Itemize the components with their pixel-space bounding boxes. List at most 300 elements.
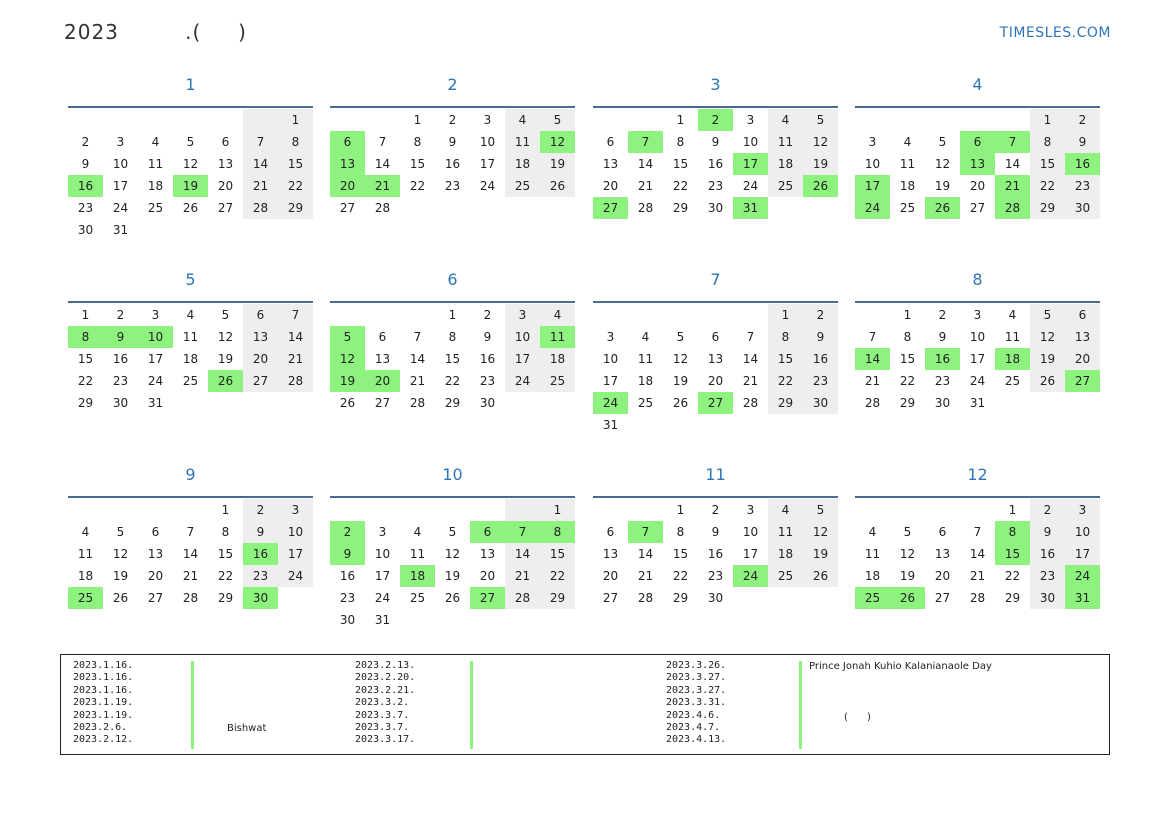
day-cell[interactable]: 22: [77, 374, 94, 388]
day-cell[interactable]: 3: [505, 304, 540, 326]
day-cell[interactable]: 25: [540, 370, 575, 392]
day-cell[interactable]: 31: [1065, 587, 1100, 609]
day-cell[interactable]: 23: [803, 370, 838, 392]
day-cell[interactable]: 6: [606, 135, 615, 149]
day-cell[interactable]: 1: [221, 503, 230, 517]
day-cell[interactable]: 14: [1004, 157, 1021, 171]
day-cell[interactable]: 18: [77, 569, 94, 583]
day-cell[interactable]: 13: [602, 547, 619, 561]
day-cell[interactable]: 14: [182, 547, 199, 561]
day-cell[interactable]: 11: [77, 547, 94, 561]
day-cell[interactable]: 9: [448, 135, 457, 149]
day-cell[interactable]: 10: [1065, 521, 1100, 543]
day-cell[interactable]: 23: [339, 591, 356, 605]
day-cell[interactable]: 15: [540, 543, 575, 565]
day-cell[interactable]: 8: [768, 326, 803, 348]
day-cell[interactable]: 7: [186, 525, 195, 539]
day-cell[interactable]: 18: [182, 352, 199, 366]
day-cell[interactable]: 2: [1065, 109, 1100, 131]
day-cell[interactable]: 23: [77, 201, 94, 215]
day-cell[interactable]: 21: [637, 179, 654, 193]
day-cell[interactable]: 8: [413, 135, 422, 149]
day-cell[interactable]: 26: [540, 175, 575, 197]
day-cell[interactable]: 20: [707, 374, 724, 388]
day-cell[interactable]: 17: [1065, 543, 1100, 565]
day-cell[interactable]: 18: [540, 348, 575, 370]
day-cell[interactable]: 5: [116, 525, 125, 539]
day-cell[interactable]: 23: [1030, 565, 1065, 587]
day-cell[interactable]: 7: [746, 330, 755, 344]
day-cell[interactable]: 3: [278, 499, 313, 521]
day-cell[interactable]: 7: [973, 525, 982, 539]
day-cell[interactable]: 3: [151, 308, 160, 322]
day-cell[interactable]: 3: [606, 330, 615, 344]
day-cell[interactable]: 12: [540, 131, 575, 153]
day-cell[interactable]: 15: [278, 153, 313, 175]
day-cell[interactable]: 24: [112, 201, 129, 215]
day-cell[interactable]: 19: [803, 153, 838, 175]
day-cell[interactable]: 19: [540, 153, 575, 175]
day-cell[interactable]: 24: [278, 565, 313, 587]
day-cell[interactable]: 7: [628, 131, 663, 153]
day-cell[interactable]: 25: [147, 201, 164, 215]
day-cell[interactable]: 30: [707, 591, 724, 605]
day-cell[interactable]: 2: [938, 308, 947, 322]
day-cell[interactable]: 30: [934, 396, 951, 410]
day-cell[interactable]: 28: [505, 587, 540, 609]
day-cell[interactable]: 17: [479, 157, 496, 171]
day-cell[interactable]: 6: [606, 525, 615, 539]
day-cell[interactable]: 9: [483, 330, 492, 344]
day-cell[interactable]: 12: [672, 352, 689, 366]
day-cell[interactable]: 2: [243, 499, 278, 521]
day-cell[interactable]: 18: [899, 179, 916, 193]
day-cell[interactable]: 10: [864, 157, 881, 171]
day-cell[interactable]: 23: [112, 374, 129, 388]
day-cell[interactable]: 21: [278, 348, 313, 370]
day-cell[interactable]: 17: [733, 153, 768, 175]
day-cell[interactable]: 2: [1030, 499, 1065, 521]
day-cell[interactable]: 15: [899, 352, 916, 366]
day-cell[interactable]: 14: [742, 352, 759, 366]
day-cell[interactable]: 12: [112, 547, 129, 561]
day-cell[interactable]: 29: [672, 201, 689, 215]
day-cell[interactable]: 9: [711, 525, 720, 539]
day-cell[interactable]: 4: [903, 135, 912, 149]
day-cell[interactable]: 6: [243, 304, 278, 326]
day-cell[interactable]: 19: [803, 543, 838, 565]
day-cell[interactable]: 28: [995, 197, 1030, 219]
day-cell[interactable]: 27: [243, 370, 278, 392]
day-cell[interactable]: 5: [1030, 304, 1065, 326]
day-cell[interactable]: 12: [899, 547, 916, 561]
day-cell[interactable]: 11: [637, 352, 654, 366]
brand-link[interactable]: TIMESLES.COM: [999, 25, 1111, 41]
day-cell[interactable]: 6: [378, 330, 387, 344]
day-cell[interactable]: 28: [637, 201, 654, 215]
day-cell[interactable]: 2: [803, 304, 838, 326]
day-cell[interactable]: 26: [803, 565, 838, 587]
day-cell[interactable]: 10: [742, 525, 759, 539]
day-cell[interactable]: 20: [934, 569, 951, 583]
day-cell[interactable]: 16: [479, 352, 496, 366]
day-cell[interactable]: 2: [330, 521, 365, 543]
day-cell[interactable]: 14: [243, 153, 278, 175]
day-cell[interactable]: 17: [742, 547, 759, 561]
day-cell[interactable]: 23: [707, 179, 724, 193]
day-cell[interactable]: 26: [672, 396, 689, 410]
day-cell[interactable]: 21: [182, 569, 199, 583]
day-cell[interactable]: 1: [413, 113, 422, 127]
day-cell[interactable]: 9: [1065, 131, 1100, 153]
day-cell[interactable]: 6: [938, 525, 947, 539]
day-cell[interactable]: 5: [938, 135, 947, 149]
day-cell[interactable]: 21: [505, 565, 540, 587]
day-cell[interactable]: 1: [278, 109, 313, 131]
day-cell[interactable]: 12: [330, 348, 365, 370]
day-cell[interactable]: 3: [868, 135, 877, 149]
day-cell[interactable]: 25: [68, 587, 103, 609]
day-cell[interactable]: 25: [637, 396, 654, 410]
day-cell[interactable]: 5: [676, 330, 685, 344]
day-cell[interactable]: 6: [221, 135, 230, 149]
day-cell[interactable]: 8: [68, 326, 103, 348]
day-cell[interactable]: 18: [768, 543, 803, 565]
day-cell[interactable]: 1: [903, 308, 912, 322]
day-cell[interactable]: 10: [138, 326, 173, 348]
day-cell[interactable]: 2: [483, 308, 492, 322]
day-cell[interactable]: 13: [934, 547, 951, 561]
day-cell[interactable]: 16: [1065, 153, 1100, 175]
day-cell[interactable]: 18: [147, 179, 164, 193]
day-cell[interactable]: 8: [448, 330, 457, 344]
day-cell[interactable]: 10: [479, 135, 496, 149]
day-cell[interactable]: 12: [803, 131, 838, 153]
day-cell[interactable]: 21: [742, 374, 759, 388]
day-cell[interactable]: 19: [112, 569, 129, 583]
day-cell[interactable]: 31: [602, 418, 619, 432]
day-cell[interactable]: 9: [81, 157, 90, 171]
day-cell[interactable]: 11: [409, 547, 426, 561]
day-cell[interactable]: 9: [103, 326, 138, 348]
day-cell[interactable]: 7: [243, 131, 278, 153]
day-cell[interactable]: 3: [1065, 499, 1100, 521]
day-cell[interactable]: 27: [339, 201, 356, 215]
day-cell[interactable]: 22: [217, 569, 234, 583]
day-cell[interactable]: 24: [479, 179, 496, 193]
day-cell[interactable]: 24: [742, 179, 759, 193]
day-cell[interactable]: 5: [540, 109, 575, 131]
day-cell[interactable]: 3: [483, 113, 492, 127]
day-cell[interactable]: 19: [217, 352, 234, 366]
day-cell[interactable]: 29: [540, 587, 575, 609]
day-cell[interactable]: 21: [409, 374, 426, 388]
day-cell[interactable]: 16: [707, 157, 724, 171]
day-cell[interactable]: 17: [602, 374, 619, 388]
day-cell[interactable]: 4: [505, 109, 540, 131]
day-cell[interactable]: 7: [278, 304, 313, 326]
day-cell[interactable]: 2: [698, 109, 733, 131]
day-cell[interactable]: 24: [733, 565, 768, 587]
day-cell[interactable]: 14: [637, 157, 654, 171]
day-cell[interactable]: 3: [116, 135, 125, 149]
day-cell[interactable]: 17: [505, 348, 540, 370]
day-cell[interactable]: 1: [676, 503, 685, 517]
day-cell[interactable]: 26: [444, 591, 461, 605]
day-cell[interactable]: 22: [672, 569, 689, 583]
day-cell[interactable]: 27: [470, 587, 505, 609]
day-cell[interactable]: 1: [540, 499, 575, 521]
day-cell[interactable]: 21: [995, 175, 1030, 197]
day-cell[interactable]: 18: [995, 348, 1030, 370]
day-cell[interactable]: 25: [1004, 374, 1021, 388]
day-cell[interactable]: 6: [711, 330, 720, 344]
day-cell[interactable]: 23: [707, 569, 724, 583]
day-cell[interactable]: 30: [707, 201, 724, 215]
day-cell[interactable]: 30: [112, 396, 129, 410]
day-cell[interactable]: 30: [1030, 587, 1065, 609]
day-cell[interactable]: 13: [217, 157, 234, 171]
day-cell[interactable]: 31: [969, 396, 986, 410]
day-cell[interactable]: 20: [602, 179, 619, 193]
day-cell[interactable]: 2: [81, 135, 90, 149]
day-cell[interactable]: 25: [855, 587, 890, 609]
day-cell[interactable]: 13: [243, 326, 278, 348]
day-cell[interactable]: 6: [960, 131, 995, 153]
day-cell[interactable]: 29: [768, 392, 803, 414]
day-cell[interactable]: 10: [602, 352, 619, 366]
day-cell[interactable]: 6: [151, 525, 160, 539]
day-cell[interactable]: 24: [505, 370, 540, 392]
day-cell[interactable]: 4: [1008, 308, 1017, 322]
day-cell[interactable]: 20: [330, 175, 365, 197]
day-cell[interactable]: 13: [602, 157, 619, 171]
day-cell[interactable]: 29: [217, 591, 234, 605]
day-cell[interactable]: 20: [479, 569, 496, 583]
day-cell[interactable]: 2: [711, 503, 720, 517]
day-cell[interactable]: 8: [903, 330, 912, 344]
day-cell[interactable]: 15: [409, 157, 426, 171]
day-cell[interactable]: 19: [672, 374, 689, 388]
day-cell[interactable]: 12: [803, 521, 838, 543]
day-cell[interactable]: 5: [803, 109, 838, 131]
day-cell[interactable]: 5: [221, 308, 230, 322]
day-cell[interactable]: 17: [969, 352, 986, 366]
day-cell[interactable]: 10: [742, 135, 759, 149]
day-cell[interactable]: 5: [803, 499, 838, 521]
day-cell[interactable]: 15: [217, 547, 234, 561]
day-cell[interactable]: 26: [208, 370, 243, 392]
day-cell[interactable]: 28: [278, 370, 313, 392]
day-cell[interactable]: 30: [77, 223, 94, 237]
day-cell[interactable]: 29: [444, 396, 461, 410]
day-cell[interactable]: 21: [243, 175, 278, 197]
day-cell[interactable]: 7: [995, 131, 1030, 153]
day-cell[interactable]: 27: [217, 201, 234, 215]
day-cell[interactable]: 29: [899, 396, 916, 410]
day-cell[interactable]: 25: [768, 565, 803, 587]
day-cell[interactable]: 18: [505, 153, 540, 175]
day-cell[interactable]: 2: [448, 113, 457, 127]
day-cell[interactable]: 1: [81, 308, 90, 322]
day-cell[interactable]: 7: [505, 521, 540, 543]
day-cell[interactable]: 27: [969, 201, 986, 215]
day-cell[interactable]: 14: [637, 547, 654, 561]
day-cell[interactable]: 1: [1008, 503, 1017, 517]
day-cell[interactable]: 25: [505, 175, 540, 197]
day-cell[interactable]: 6: [330, 131, 365, 153]
day-cell[interactable]: 23: [243, 565, 278, 587]
day-cell[interactable]: 19: [173, 175, 208, 197]
day-cell[interactable]: 18: [637, 374, 654, 388]
day-cell[interactable]: 28: [374, 201, 391, 215]
day-cell[interactable]: 15: [995, 543, 1030, 565]
day-cell[interactable]: 1: [676, 113, 685, 127]
day-cell[interactable]: 21: [365, 175, 400, 197]
day-cell[interactable]: 15: [768, 348, 803, 370]
day-cell[interactable]: 13: [1065, 326, 1100, 348]
day-cell[interactable]: 30: [243, 587, 278, 609]
day-cell[interactable]: 11: [1004, 330, 1021, 344]
day-cell[interactable]: 27: [1065, 370, 1100, 392]
day-cell[interactable]: 22: [409, 179, 426, 193]
day-cell[interactable]: 20: [1065, 348, 1100, 370]
day-cell[interactable]: 29: [77, 396, 94, 410]
day-cell[interactable]: 11: [864, 547, 881, 561]
day-cell[interactable]: 29: [278, 197, 313, 219]
day-cell[interactable]: 28: [742, 396, 759, 410]
day-cell[interactable]: 31: [374, 613, 391, 627]
day-cell[interactable]: 15: [77, 352, 94, 366]
day-cell[interactable]: 19: [1030, 348, 1065, 370]
day-cell[interactable]: 1: [448, 308, 457, 322]
day-cell[interactable]: 30: [803, 392, 838, 414]
day-cell[interactable]: 4: [81, 525, 90, 539]
day-cell[interactable]: 7: [868, 330, 877, 344]
day-cell[interactable]: 3: [746, 503, 755, 517]
day-cell[interactable]: 16: [444, 157, 461, 171]
day-cell[interactable]: 3: [746, 113, 755, 127]
day-cell[interactable]: 30: [339, 613, 356, 627]
day-cell[interactable]: 25: [768, 175, 803, 197]
day-cell[interactable]: 21: [969, 569, 986, 583]
day-cell[interactable]: 22: [768, 370, 803, 392]
day-cell[interactable]: 29: [1004, 591, 1021, 605]
day-cell[interactable]: 15: [672, 157, 689, 171]
day-cell[interactable]: 28: [182, 591, 199, 605]
day-cell[interactable]: 15: [1030, 153, 1065, 175]
day-cell[interactable]: 26: [339, 396, 356, 410]
day-cell[interactable]: 22: [899, 374, 916, 388]
day-cell[interactable]: 4: [868, 525, 877, 539]
day-cell[interactable]: 22: [540, 565, 575, 587]
day-cell[interactable]: 20: [365, 370, 400, 392]
day-cell[interactable]: 29: [672, 591, 689, 605]
day-cell[interactable]: 11: [768, 131, 803, 153]
day-cell[interactable]: 16: [339, 569, 356, 583]
day-cell[interactable]: 8: [1030, 131, 1065, 153]
day-cell[interactable]: 30: [1065, 197, 1100, 219]
day-cell[interactable]: 13: [479, 547, 496, 561]
day-cell[interactable]: 8: [278, 131, 313, 153]
day-cell[interactable]: 3: [973, 308, 982, 322]
day-cell[interactable]: 9: [711, 135, 720, 149]
day-cell[interactable]: 24: [1065, 565, 1100, 587]
day-cell[interactable]: 15: [444, 352, 461, 366]
day-cell[interactable]: 25: [409, 591, 426, 605]
day-cell[interactable]: 23: [1065, 175, 1100, 197]
day-cell[interactable]: 27: [147, 591, 164, 605]
day-cell[interactable]: 10: [278, 521, 313, 543]
day-cell[interactable]: 21: [637, 569, 654, 583]
day-cell[interactable]: 11: [147, 157, 164, 171]
day-cell[interactable]: 26: [182, 201, 199, 215]
day-cell[interactable]: 6: [1065, 304, 1100, 326]
day-cell[interactable]: 7: [378, 135, 387, 149]
day-cell[interactable]: 8: [221, 525, 230, 539]
day-cell[interactable]: 31: [147, 396, 164, 410]
day-cell[interactable]: 3: [378, 525, 387, 539]
day-cell[interactable]: 29: [1030, 197, 1065, 219]
day-cell[interactable]: 19: [934, 179, 951, 193]
day-cell[interactable]: 28: [969, 591, 986, 605]
day-cell[interactable]: 25: [899, 201, 916, 215]
day-cell[interactable]: 16: [68, 175, 103, 197]
day-cell[interactable]: 11: [899, 157, 916, 171]
day-cell[interactable]: 13: [960, 153, 995, 175]
day-cell[interactable]: 9: [1030, 521, 1065, 543]
day-cell[interactable]: 4: [413, 525, 422, 539]
day-cell[interactable]: 1: [768, 304, 803, 326]
day-cell[interactable]: 26: [1030, 370, 1065, 392]
day-cell[interactable]: 9: [330, 543, 365, 565]
day-cell[interactable]: 14: [374, 157, 391, 171]
day-cell[interactable]: 10: [374, 547, 391, 561]
day-cell[interactable]: 8: [995, 521, 1030, 543]
day-cell[interactable]: 14: [409, 352, 426, 366]
day-cell[interactable]: 16: [243, 543, 278, 565]
day-cell[interactable]: 9: [243, 521, 278, 543]
day-cell[interactable]: 28: [243, 197, 278, 219]
day-cell[interactable]: 26: [890, 587, 925, 609]
day-cell[interactable]: 8: [676, 525, 685, 539]
day-cell[interactable]: 17: [112, 179, 129, 193]
day-cell[interactable]: 14: [969, 547, 986, 561]
day-cell[interactable]: 30: [479, 396, 496, 410]
day-cell[interactable]: 12: [182, 157, 199, 171]
day-cell[interactable]: 12: [1030, 326, 1065, 348]
day-cell[interactable]: 13: [147, 547, 164, 561]
day-cell[interactable]: 22: [278, 175, 313, 197]
day-cell[interactable]: 14: [505, 543, 540, 565]
day-cell[interactable]: 5: [330, 326, 365, 348]
day-cell[interactable]: 20: [147, 569, 164, 583]
day-cell[interactable]: 19: [330, 370, 365, 392]
day-cell[interactable]: 14: [278, 326, 313, 348]
day-cell[interactable]: 4: [768, 109, 803, 131]
day-cell[interactable]: 18: [768, 153, 803, 175]
day-cell[interactable]: 2: [116, 308, 125, 322]
day-cell[interactable]: 12: [444, 547, 461, 561]
day-cell[interactable]: 10: [112, 157, 129, 171]
day-cell[interactable]: 12: [217, 330, 234, 344]
day-cell[interactable]: 22: [1030, 175, 1065, 197]
day-cell[interactable]: 7: [628, 521, 663, 543]
day-cell[interactable]: 24: [593, 392, 628, 414]
day-cell[interactable]: 10: [969, 330, 986, 344]
day-cell[interactable]: 16: [112, 352, 129, 366]
day-cell[interactable]: 20: [217, 179, 234, 193]
